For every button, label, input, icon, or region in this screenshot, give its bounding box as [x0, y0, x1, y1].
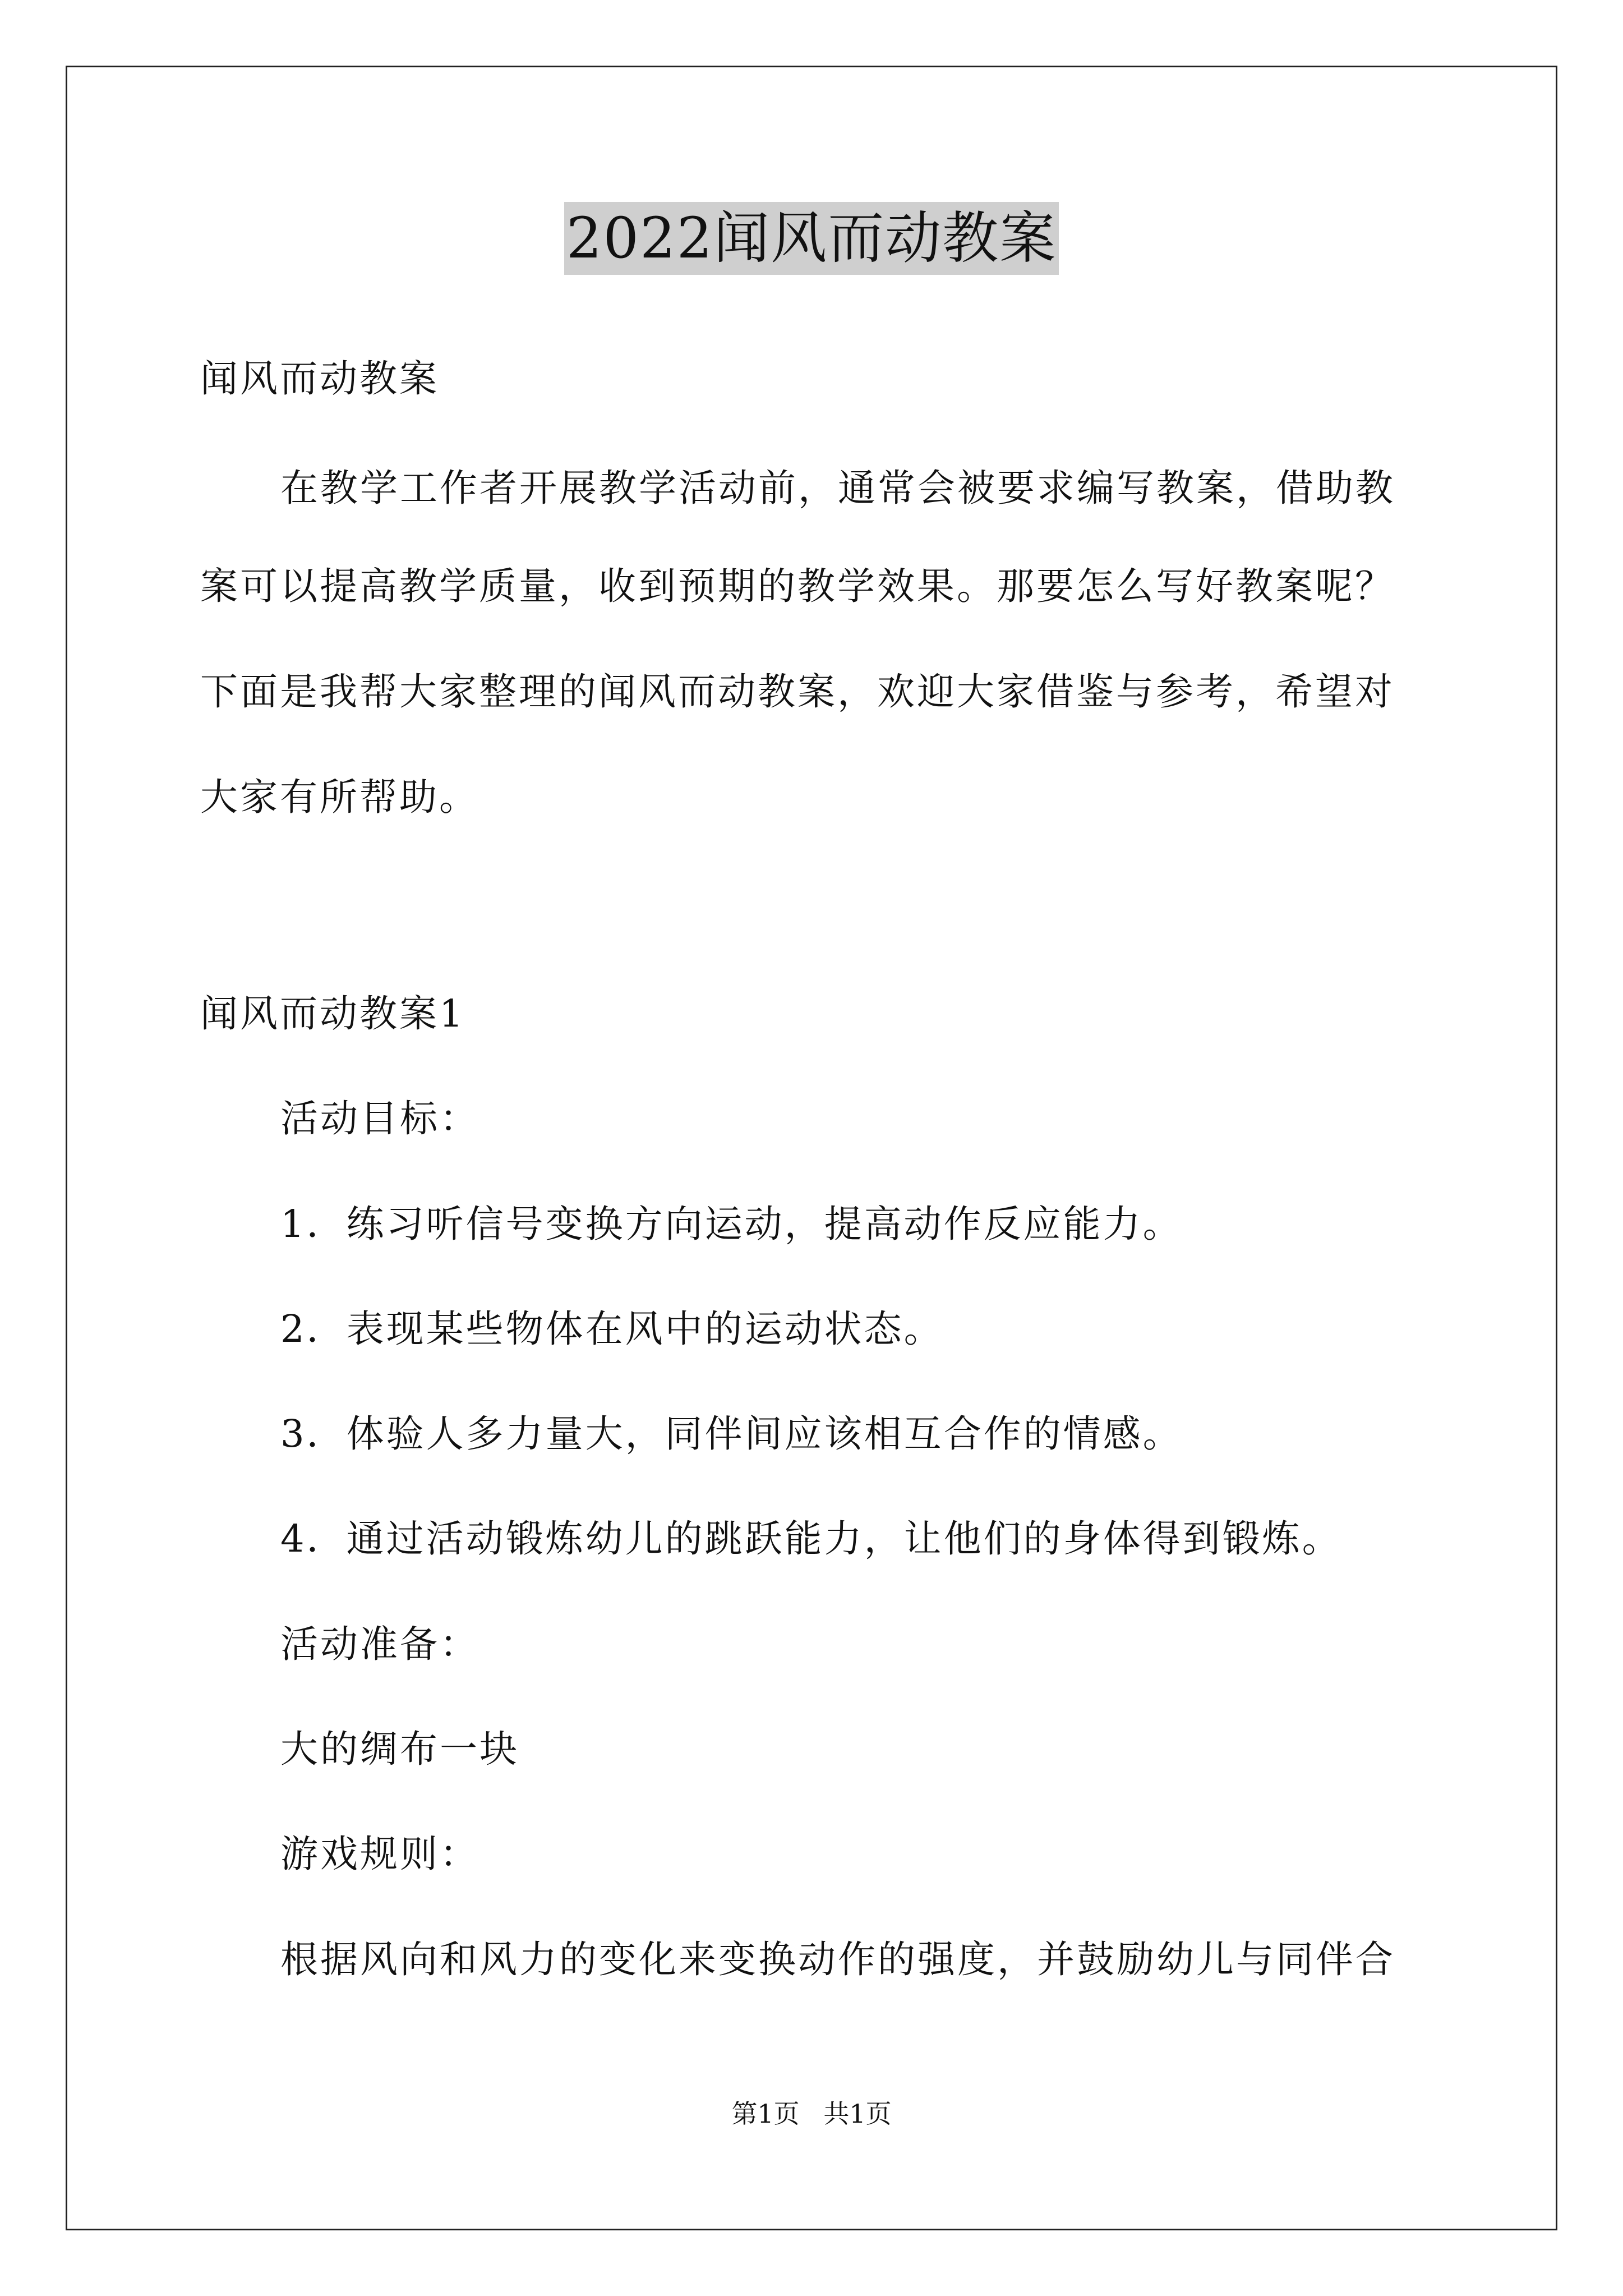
goal-item-1: 1．练习听信号变换方向运动，提高动作反应能力。	[280, 1202, 1183, 1246]
goal-item-4: 4．通过活动锻炼幼儿的跳跃能力，让他们的身体得到锻炼。	[280, 1517, 1342, 1561]
goal-item-2: 2．表现某些物体在风中的运动状态。	[280, 1307, 944, 1351]
rules-heading: 游戏规则：	[280, 1832, 479, 1876]
intro-line-3: 下面是我帮大家整理的闻风而动教案，欢迎大家借鉴与参考，希望对	[200, 670, 1395, 714]
lesson-heading: 闻风而动教案1	[200, 992, 465, 1036]
intro-line-4: 大家有所帮助。	[200, 775, 479, 819]
intro-line-2: 案可以提高教学质量，收到预期的教学效果。那要怎么写好教案呢？	[200, 564, 1395, 608]
section-heading: 闻风而动教案	[200, 357, 439, 401]
page-total: 共1页	[823, 2099, 892, 2129]
preparation-heading: 活动准备：	[280, 1622, 479, 1666]
rules-text: 根据风向和风力的变化来变换动作的强度，并鼓励幼儿与同伴合	[280, 1938, 1395, 1981]
goal-item-3: 3．体验人多力量大，同伴间应该相互合作的情感。	[280, 1412, 1183, 1456]
preparation-item: 大的绸布一块	[280, 1727, 519, 1771]
page-number: 第1页	[731, 2099, 800, 2129]
document-title-block	[0, 202, 1623, 275]
page-footer	[0, 2097, 1623, 2131]
document-title: 2022闻风而动教案	[564, 202, 1059, 275]
intro-line-1: 在教学工作者开展教学活动前，通常会被要求编写教案，借助教	[280, 466, 1395, 510]
goals-heading: 活动目标：	[280, 1097, 479, 1140]
